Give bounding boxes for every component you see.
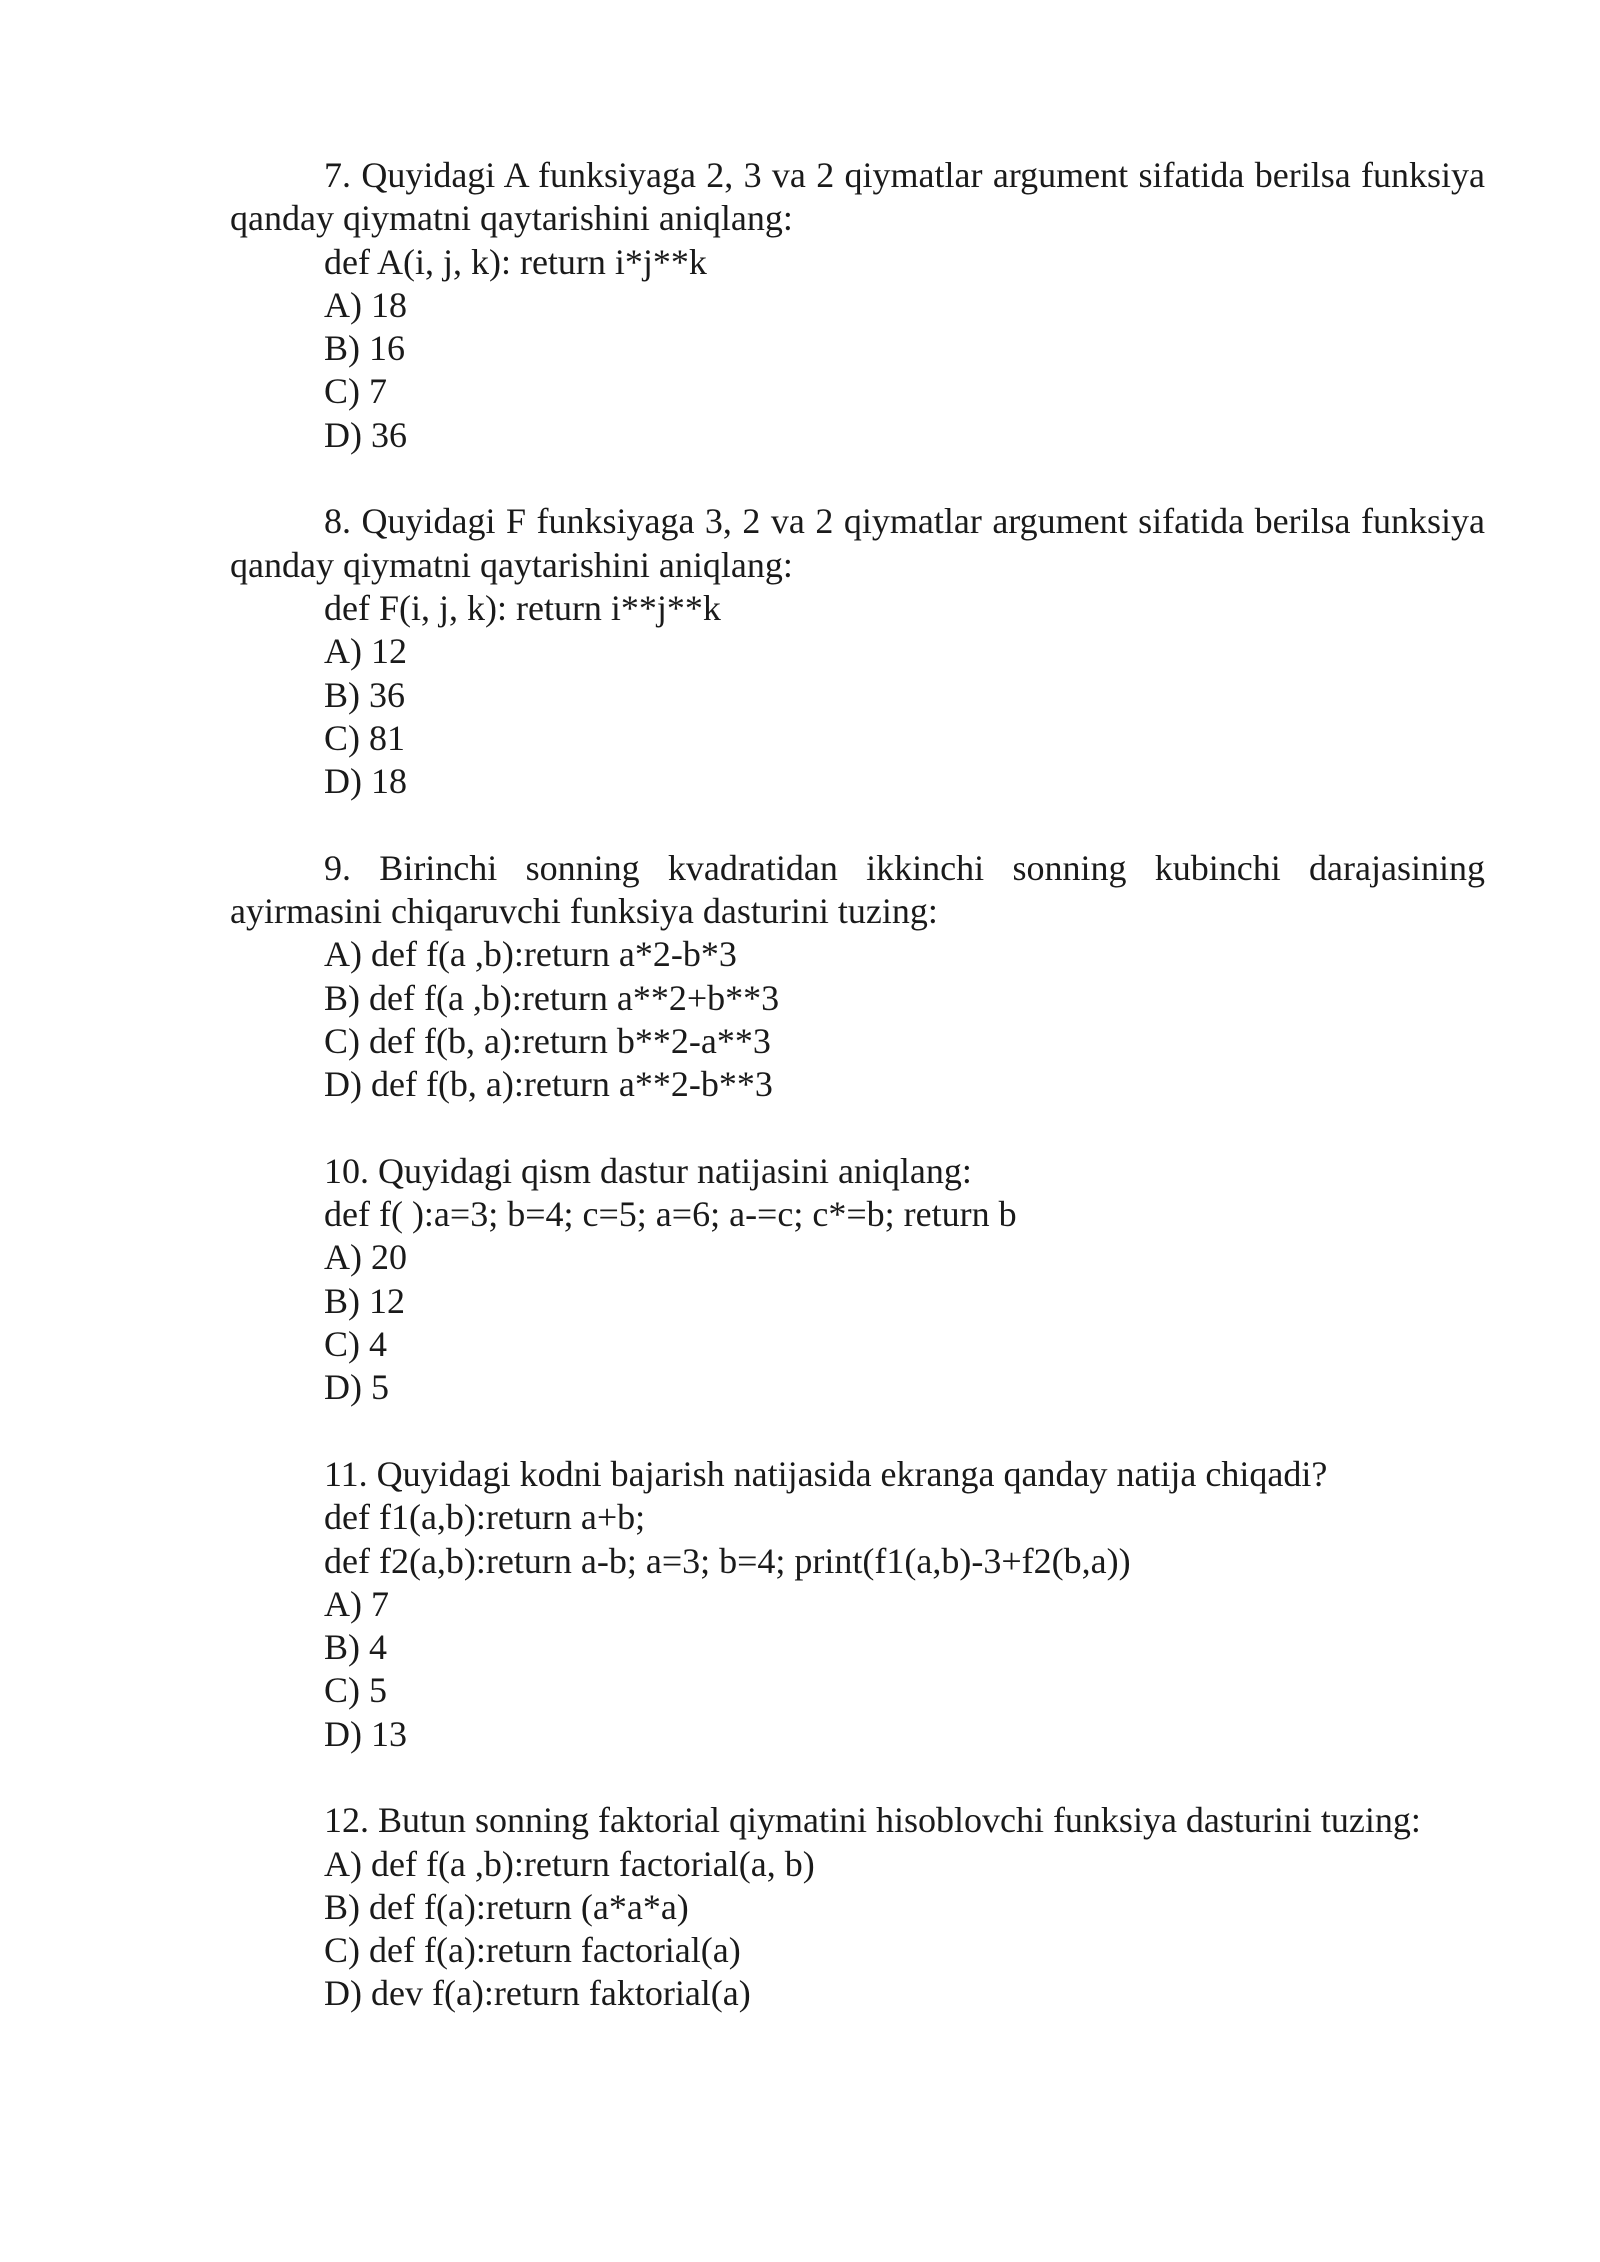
answer-option: C) def f(a):return factorial(a) [324,1930,741,1971]
question-stem: 11. Quyidagi kodni bajarish natijasida ekranga qanday natija chiqadi? [324,1453,1328,1494]
answer-option: B) 4 [324,1627,387,1668]
answer-option: C) 4 [324,1324,387,1365]
answer-option: D) 36 [324,414,407,455]
answer-option: C) def f(b, a):return b**2-a**3 [324,1020,771,1061]
answer-option: B) def f(a):return (a*a*a) [324,1886,689,1927]
page-content [230,154,1485,2016]
answer-option: A) 18 [324,284,407,325]
question-stem: 10. Quyidagi qism dastur natijasini aniqlang: [324,1150,972,1191]
answer-option: B) 36 [324,674,405,715]
answer-option: D) def f(b, a):return a**2-b**3 [324,1064,773,1105]
answer-option: A) def f(a ,b):return a*2-b*3 [324,934,737,975]
question-stem: 7. Quyidagi A funksiyaga 2, 3 va 2 qiymatlar argument sifatida berilsa funksiya qanday qiymatni qaytarishini aniqlang: [230,155,1485,239]
answer-option: A) 20 [324,1237,407,1278]
answer-option: A) def f(a ,b):return factorial(a, b) [324,1843,815,1884]
code-line: def f1(a,b):return a+b; [324,1497,646,1538]
answer-option: B) def f(a ,b):return a**2+b**3 [324,977,780,1018]
question-12 [230,1799,1485,2015]
answer-option: D) 18 [324,761,407,802]
question-7 [230,154,1485,457]
answer-option: C) 7 [324,371,387,412]
answer-option: D) dev f(a):return faktorial(a) [324,1973,751,2014]
code-line: def A(i, j, k): return i*j**k [324,241,707,282]
answer-option: A) 12 [324,631,407,672]
question-11 [230,1453,1485,1756]
question-10 [230,1150,1485,1410]
question-9 [230,847,1485,1107]
answer-option: D) 5 [324,1367,389,1408]
answer-option: C) 5 [324,1670,387,1711]
question-stem: 9. Birinchi sonning kvadratidan ikkinchi sonning kubinchi darajasining ayirmasini chiqaruvchi funksiya dasturini tuzing: [230,847,1485,932]
answer-option: B) 16 [324,328,405,369]
answer-option: A) 7 [324,1583,389,1624]
answer-option: D) 13 [324,1713,407,1754]
question-8 [230,500,1485,803]
question-stem: 12. Butun sonning faktorial qiymatini hisoblovchi funksiya dasturini tuzing: [324,1800,1421,1841]
code-line: def F(i, j, k): return i**j**k [324,587,721,628]
code-line: def f( ):a=3; b=4; c=5; a=6; a-=c; c*=b; return b [324,1194,1017,1235]
answer-option: B) 12 [324,1280,405,1321]
code-line: def f2(a,b):return a-b; a=3; b=4; print(f1(a,b)-3+f2(b,a)) [324,1540,1131,1581]
answer-option: C) 81 [324,717,405,758]
question-stem: 8. Quyidagi F funksiyaga 3, 2 va 2 qiymatlar argument sifatida berilsa funksiya qanday qiymatni qaytarishini aniqlang: [230,501,1485,585]
